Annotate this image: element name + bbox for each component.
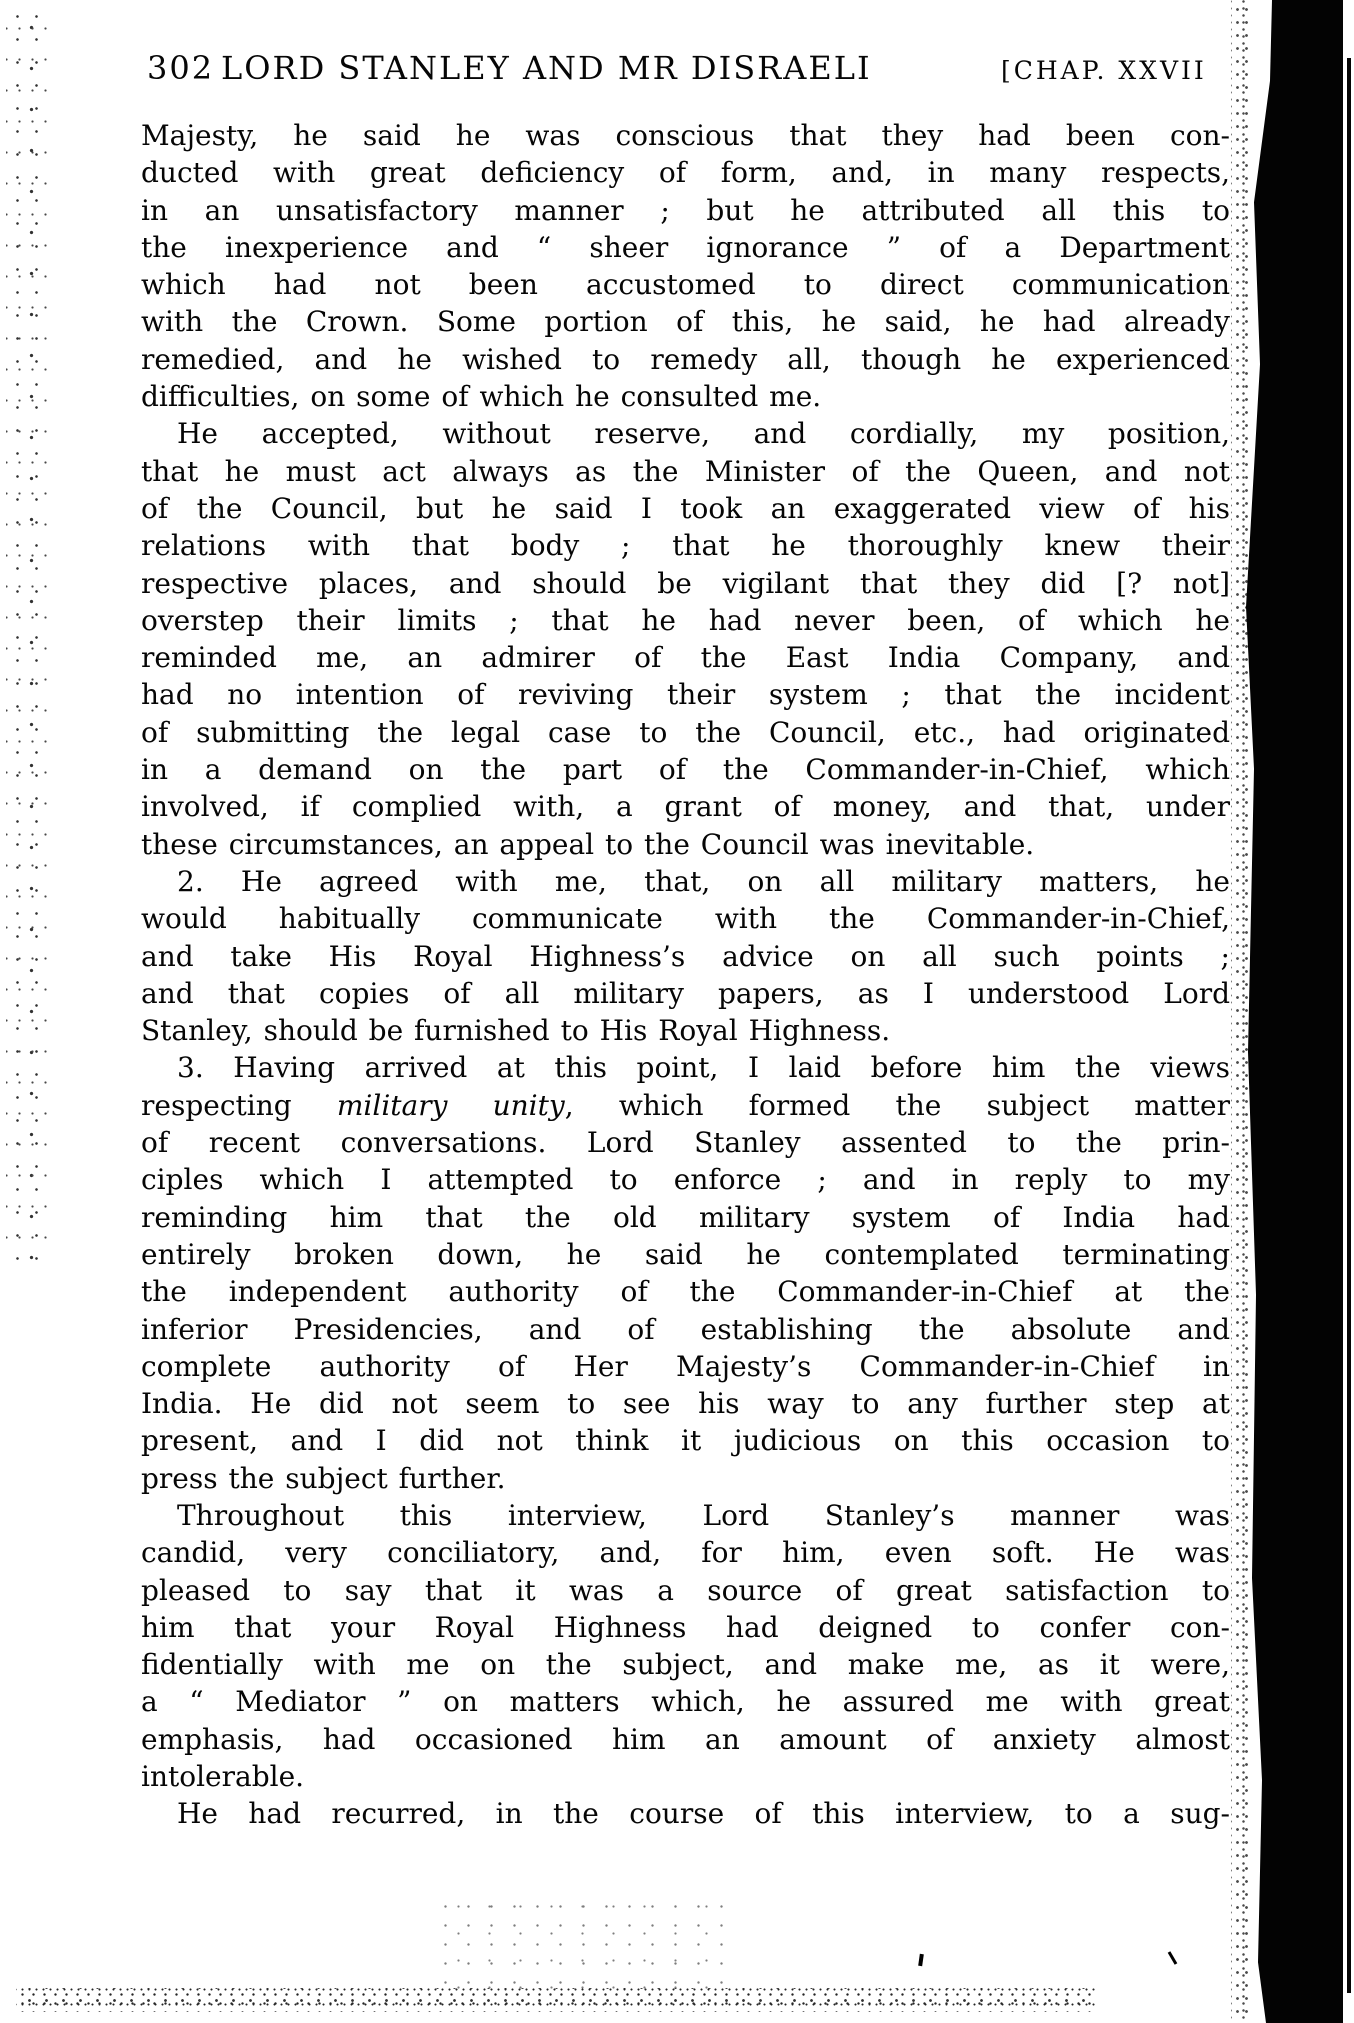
text-line: and take His Royal Highness’s advice on all such points ; <box>141 939 1230 973</box>
chapter-label: [CHAP. XXVII <box>1001 56 1207 85</box>
text-line: would habitually communicate with the Commander-in-Chief, <box>141 902 1230 936</box>
text-line: the inexperience and “ sheer ignorance ” of a Department <box>141 230 1230 264</box>
text-line: present, and I did not think it judicious on this occasion to <box>141 1424 1230 1458</box>
text-line: in an unsatisfactory manner ; but he attributed all this to <box>141 193 1230 227</box>
page-edge-line <box>1347 58 1351 1993</box>
text-line: 3. Having arrived at this point, I laid before him the views <box>177 1051 1230 1085</box>
text-line: with the Crown. Some portion of this, he said, he had already <box>141 305 1230 339</box>
text-line: that he must act always as the Minister of the Queen, and not <box>141 454 1230 488</box>
text-line: complete authority of Her Majesty’s Commander-in-Chief in <box>141 1349 1230 1383</box>
text-line: of recent conversations. Lord Stanley assented to the prin- <box>141 1126 1230 1160</box>
page-header <box>0 48 1354 90</box>
text-line: ciples which I attempted to enforce ; and in reply to my <box>141 1163 1230 1197</box>
text-line: reminding him that the old military system of India had <box>141 1200 1230 1234</box>
text-line: a “ Mediator ” on matters which, he assured me with great <box>141 1685 1230 1719</box>
text-line: these circumstances, an appeal to the Council was inevitable. <box>141 827 1035 861</box>
text-line: overstep their limits ; that he had never been, of which he <box>141 603 1230 637</box>
scan-noise-bottom-edge <box>16 1988 1096 2012</box>
text-line: reminded me, an admirer of the East India Company, and <box>141 641 1230 675</box>
scan-speck <box>918 1954 924 1966</box>
text-line: involved, if complied with, a grant of money, and that, under <box>141 790 1230 824</box>
text-run: respecting <box>141 1088 337 1122</box>
text-line: entirely broken down, he said he contemplated terminating <box>141 1237 1230 1271</box>
text-line: emphasis, had occasioned him an amount of anxiety almost <box>141 1722 1230 1756</box>
running-title: LORD STANLEY AND MR DISRAELI <box>221 49 872 87</box>
text-line: difficulties, on some of which he consulted me. <box>141 380 822 414</box>
page-body <box>141 117 1230 1833</box>
text-line: fidentially with me on the subject, and make me, as it were, <box>141 1648 1230 1682</box>
text-line: 2. He agreed with me, that, on all military matters, he <box>177 864 1230 898</box>
text-line: of submitting the legal case to the Council, etc., had originated <box>141 715 1230 749</box>
text-line: the independent authority of the Commander-in-Chief at the <box>141 1275 1230 1309</box>
text-line: press the subject further. <box>141 1461 506 1495</box>
text-line: intolerable. <box>141 1760 305 1794</box>
text-line: remedied, and he wished to remedy all, though he experienced <box>141 342 1230 376</box>
text-line: relations with that body ; that he thoroughly knew their <box>141 529 1230 563</box>
text-line: him that your Royal Highness had deigned to confer con- <box>141 1610 1230 1644</box>
text-line: Throughout this interview, Lord Stanley’s manner was <box>177 1498 1230 1532</box>
text-line: in a demand on the part of the Commander-in-Chief, which <box>141 753 1230 787</box>
text-line: candid, very conciliatory, and, for him, even soft. He was <box>141 1536 1230 1570</box>
text-line: and that copies of all military papers, as I understood Lord <box>141 976 1230 1010</box>
text-line: Stanley, should be furnished to His Royal Highness. <box>141 1014 891 1048</box>
scan-speck <box>1168 1951 1178 1965</box>
text-line: India. He did not seem to see his way to any further step at <box>141 1387 1230 1421</box>
text-run: , which formed the subject matter <box>564 1088 1230 1122</box>
text-line: which had not been accustomed to direct communication <box>141 268 1230 302</box>
text-line: respective places, and should be vigilant that they did [? not] <box>141 566 1230 600</box>
gutter-shadow-fuzz <box>1231 0 1251 2023</box>
text-line: He had recurred, in the course of this interview, to a sug- <box>177 1797 1230 1831</box>
text-line: He accepted, without reserve, and cordially, my position, <box>177 417 1230 451</box>
scan-noise-left-edge <box>6 2 52 1262</box>
text-line: ducted with great deficiency of form, and, in many respects, <box>141 156 1230 190</box>
gutter-shadow-band <box>1246 0 1343 2023</box>
scan-noise-bottom-cluster <box>430 1890 730 1990</box>
text-line: inferior Presidencies, and of establishing the absolute and <box>141 1312 1230 1346</box>
text-line: pleased to say that it was a source of great satisfaction to <box>141 1573 1230 1607</box>
text-line: had no intention of reviving their system ; that the incident <box>141 678 1230 712</box>
text-line: of the Council, but he said I took an exaggerated view of his <box>141 491 1230 525</box>
italic-phrase: military unity <box>336 1088 565 1122</box>
text-line <box>141 1087 1230 1124</box>
page-number: 302 <box>147 49 215 87</box>
text-line: Majesty, he said he was conscious that they had been con- <box>141 119 1230 152</box>
